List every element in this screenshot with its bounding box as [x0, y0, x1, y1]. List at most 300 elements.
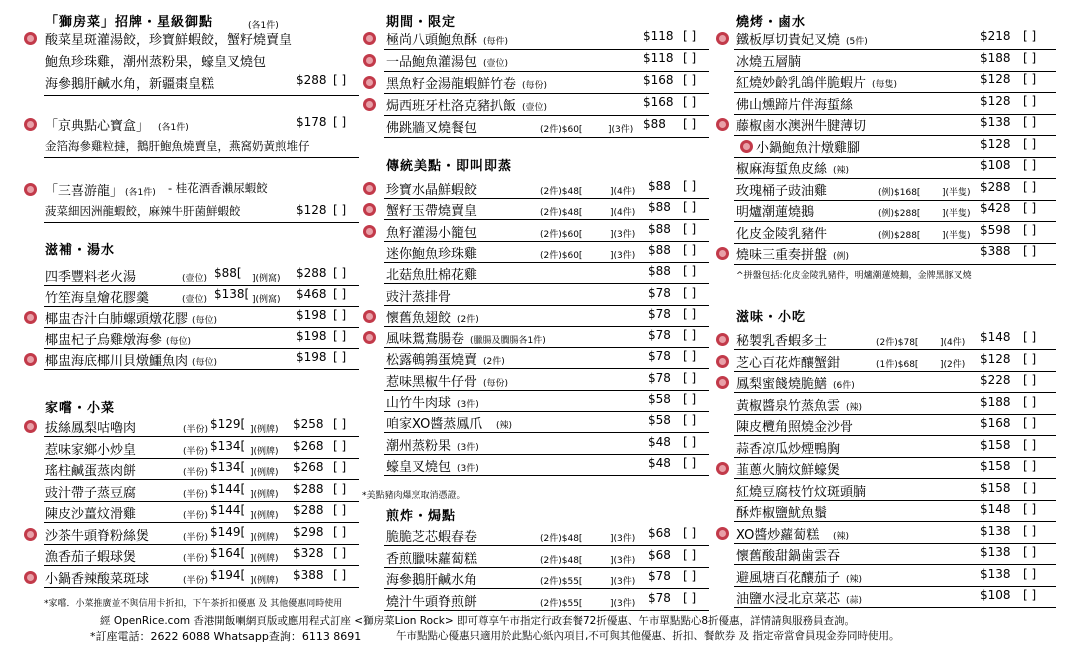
row-divider	[734, 392, 1056, 393]
fried-option-large: ](3件)	[610, 598, 636, 609]
row-divider	[44, 95, 359, 96]
lotus-logo-icon	[363, 54, 376, 67]
dimsum-item-price: $88	[648, 264, 671, 279]
lotus-logo-icon	[24, 420, 37, 433]
dimsum-qty-box[interactable]: [ ]	[683, 285, 697, 300]
veg-full-price: $298	[293, 524, 324, 539]
row-divider	[44, 522, 359, 523]
veg-half-label: (半份)	[183, 468, 209, 478]
veg-item-name: 陳皮沙薑炆滑雞	[45, 507, 137, 522]
dimsum-item-price: $88	[648, 221, 671, 236]
dimsum-item-price: $58	[648, 413, 671, 428]
fried-option-small[interactable]: (2件)$55[	[540, 598, 583, 609]
soup-portion-large: ](例窩)	[252, 274, 281, 284]
bbq-item-name: 冰燒五層腩	[736, 54, 802, 70]
set3-qty-box[interactable]: [ ]	[333, 203, 347, 217]
lotus-logo-icon	[716, 527, 729, 540]
set2-price: $178	[296, 115, 327, 129]
snack-qty-box[interactable]: [ ]	[1023, 351, 1037, 366]
bbq-option-small[interactable]: (例)$288[	[878, 209, 921, 219]
snack-qty-box[interactable]: [ ]	[1023, 588, 1037, 602]
soup-price-small[interactable]: $138[	[214, 287, 250, 301]
veg-half-price[interactable]: $194[	[210, 567, 246, 582]
limited-item-name: 黑魚籽金湯龍蝦鮮竹卷	[386, 77, 517, 92]
veg-full-label: ](例牌)	[250, 489, 279, 500]
snack-item-name: 韮蔥火腩炆鮮蠔煲	[736, 463, 841, 478]
dimsum-qty-box[interactable]: [ ]	[683, 200, 697, 215]
soup-portion-small: (壹位)	[182, 295, 208, 305]
veg-half-label: (半份)	[183, 532, 209, 543]
bbq-qty-box[interactable]: [ ]	[1023, 201, 1037, 215]
dimsum-option-small[interactable]: (2件)$48[	[540, 187, 583, 197]
snack-item-price: $138	[980, 545, 1011, 559]
set3-desc: 菠菜細因洲龍蝦餃，麻辣牛肝菌鮮蝦餃	[45, 204, 241, 218]
set3-title2: - 桂花酒香瀨尿蝦餃	[168, 181, 268, 195]
row-divider	[734, 564, 1056, 565]
bbq-option-large: ](半隻)	[942, 230, 971, 241]
row-divider	[734, 607, 1056, 608]
bbq-item-name: 藤椒鹵水澳洲牛腱薄切	[736, 119, 867, 134]
row-divider	[384, 588, 709, 589]
veg-qty-box[interactable]: [ ]	[333, 438, 347, 453]
lotus-logo-icon	[363, 32, 376, 45]
dimsum-item-name: 潮州蒸粉果	[386, 438, 452, 454]
dimsum-item-price: $48	[648, 434, 671, 449]
limited-qty-box[interactable]: [ ]	[683, 29, 697, 43]
fried-item-price: $68	[648, 547, 671, 562]
dimsum-item-price: $78	[648, 349, 671, 364]
snack-item-name: 芝心百花炸釀蟹鉗	[736, 355, 841, 371]
snack-item-tag: (辣)	[846, 574, 863, 585]
dimsum-qty-box[interactable]: [ ]	[683, 242, 697, 257]
veg-qty-box[interactable]: [ ]	[333, 567, 347, 582]
dimsum-item-name: 豉汁蒸排骨	[386, 289, 452, 305]
snack-qty-box[interactable]: [ ]	[1023, 373, 1037, 387]
dimsum-item-price: $78	[648, 285, 671, 300]
row-divider	[384, 545, 709, 546]
veg-half-label: (半份)	[183, 511, 209, 521]
veg-full-price: $268	[293, 438, 324, 453]
row-divider	[44, 306, 359, 307]
bbq-item-price: $388	[980, 244, 1011, 258]
snack-qty-box[interactable]: [ ]	[1023, 523, 1037, 538]
veg-half-price[interactable]: $134[	[210, 438, 246, 453]
snack-qty-box[interactable]: [ ]	[1023, 480, 1037, 495]
snack-item-price: $228	[980, 373, 1011, 387]
lotus-logo-icon	[363, 225, 376, 238]
bbq-item-name: 紅燒妙齡乳鴿伴脆蝦片	[736, 76, 867, 91]
signature-item-line: 鮑魚珍珠雞，潮州蒸粉果，蠔皇叉燒包	[45, 55, 267, 70]
veg-item-name: 瑤柱鹹蛋蒸肉餅	[45, 464, 137, 479]
dimsum-item-price: $88	[648, 179, 671, 193]
lotus-logo-icon	[24, 571, 37, 584]
row-divider	[734, 500, 1056, 501]
dimsum-item-tag: (辣)	[496, 421, 513, 432]
dimsum-item-name: 蟹籽玉帶燒賣皇	[386, 204, 478, 220]
fried-item-price: $78	[648, 569, 671, 583]
dimsum-qty-box[interactable]: [ ]	[683, 370, 697, 385]
limited-item-name: 一品鮑魚灌湯包	[386, 55, 478, 70]
lotus-logo-icon	[716, 376, 729, 389]
bbq-item-price: $428	[980, 201, 1011, 215]
snack-qty-box[interactable]: [ ]	[1023, 416, 1037, 430]
veg-qty-box[interactable]: [ ]	[333, 460, 347, 474]
snack-item-name: 鳳梨蜜餞燒脆鱔	[736, 377, 828, 392]
row-divider	[44, 369, 359, 370]
fried-qty-box[interactable]: [ ]	[683, 526, 697, 540]
fried-option-small[interactable]: (2件)$48[	[540, 534, 583, 544]
limited-option-large: ](3件)	[608, 125, 634, 135]
bbq-item-name: 椒麻海蜇魚皮絲	[736, 162, 828, 177]
row-divider	[384, 390, 709, 391]
dimsum-qty-box[interactable]: [ ]	[683, 264, 697, 279]
snack-item-price: $148	[980, 502, 1011, 516]
veg-item-name: 拔絲鳳梨咕嚕肉	[45, 421, 137, 436]
dimsum-qty-box[interactable]: [ ]	[683, 455, 697, 470]
snack-item-name: XO醬炒蘿蔔糕	[736, 527, 820, 543]
row-divider	[734, 349, 1056, 350]
veg-qty-box[interactable]: [ ]	[333, 481, 347, 496]
bbq-qty-box[interactable]: [ ]	[1023, 29, 1037, 43]
snack-item-name: 蒜香凉瓜炒煙鴨胸	[736, 441, 841, 457]
row-divider	[384, 283, 709, 284]
fried-section-title: 煎炸・焗點	[386, 509, 457, 524]
bbq-item-price: $128	[980, 93, 1011, 108]
veg-half-label: (半份)	[183, 425, 209, 435]
snack-item-name: 油鹽水浸北京菜芯	[736, 592, 841, 607]
soup-portion-small: (壹位)	[182, 274, 208, 284]
row-divider	[44, 222, 359, 223]
row-divider	[384, 347, 709, 348]
veg-half-price[interactable]: $144[	[210, 503, 246, 517]
fried-item-name: 海參鵝肝鹹水角	[386, 573, 478, 588]
snack-item-tag: (辣)	[833, 531, 850, 542]
lotus-logo-icon	[363, 76, 376, 89]
veg-qty-box[interactable]: [ ]	[333, 546, 347, 560]
limited-option-small[interactable]: (2件)$60[	[540, 125, 583, 135]
soup-section-title: 滋補・湯水	[45, 243, 116, 258]
soup-qty-box[interactable]: [ ]	[333, 266, 347, 280]
bbq-qty-box[interactable]: [ ]	[1023, 244, 1037, 258]
dimsum-item-name: 惹味黑椒牛仔骨	[386, 374, 478, 390]
footer-terms: 午市點點心優惠只適用於此點心紙內項目,不可與其他優惠、折扣、餐飲券 及 指定帝當會員現金券同時使用。	[396, 630, 900, 642]
snack-item-price: $158	[980, 480, 1011, 495]
fried-qty-box[interactable]: [ ]	[683, 569, 697, 583]
dimsum-qty-box[interactable]: [ ]	[683, 221, 697, 236]
signature-price: $288	[296, 73, 327, 87]
veg-half-price[interactable]: $164[	[210, 546, 246, 560]
snack-qty-box[interactable]: [ ]	[1023, 330, 1037, 344]
bbq-item-name: 化皮金陵乳豬件	[736, 226, 828, 242]
lotus-logo-icon	[24, 183, 37, 196]
snack-option-small[interactable]: (2件)$78[	[876, 338, 919, 348]
dimsum-item-price: $78	[648, 328, 671, 343]
snack-qty-box[interactable]: [ ]	[1023, 394, 1037, 409]
soup-price-small[interactable]: $88[	[214, 266, 242, 280]
dimsum-qty-box[interactable]: [ ]	[683, 413, 697, 428]
lotus-logo-icon	[363, 182, 376, 195]
row-divider	[44, 348, 359, 349]
soup-item-name: 椰盅海底椰川貝燉鱷魚肉	[45, 354, 189, 369]
lotus-logo-icon	[716, 32, 729, 45]
soup-item-price: $198	[296, 308, 327, 322]
veg-half-label: (半份)	[183, 575, 209, 586]
fried-option-large: ](3件)	[610, 534, 636, 544]
soup-item-price: $198	[296, 350, 327, 364]
row-divider	[384, 368, 709, 369]
lotus-logo-icon	[24, 32, 37, 45]
fried-option-small[interactable]: (2件)$48[	[540, 555, 583, 566]
dimsum-qty-box[interactable]: [ ]	[683, 392, 697, 406]
veg-item-name: 豉汁帶子蒸豆腐	[45, 485, 137, 501]
lotus-logo-icon	[24, 353, 37, 366]
fried-option-small[interactable]: (2件)$55[	[540, 577, 583, 587]
footer-booking-phone: *訂座電話：2622 6088 Whatsapp查詢：6113 8691	[90, 630, 362, 643]
dimsum-item-price: $78	[648, 306, 671, 321]
bbq-item-price: $138	[980, 115, 1011, 129]
snack-qty-box[interactable]: [ ]	[1023, 566, 1037, 581]
dimsum-item-name: 咱家XO醬蒸鳳爪	[386, 417, 483, 433]
signature-item-line: 酸菜星斑灌湯餃，珍寶鮮蝦餃，蟹籽燒賣皇	[45, 33, 293, 48]
dimsum-item-name: 北菇魚肚棉花雞	[386, 268, 478, 284]
lotus-logo-icon	[363, 98, 376, 111]
snack-item-tag: (辣)	[846, 402, 863, 413]
row-divider	[734, 414, 1056, 415]
veg-qty-box[interactable]: [ ]	[333, 524, 347, 539]
set3-title: 「三喜游龍」	[45, 184, 124, 199]
bbq-qty-box[interactable]: [ ]	[1023, 93, 1037, 108]
veg-full-price: $258	[293, 417, 324, 431]
lotus-logo-icon	[24, 311, 37, 324]
dimsum-qty-box[interactable]: [ ]	[683, 179, 697, 193]
snack-option-small[interactable]: (1件)$68[	[876, 359, 919, 370]
bbq-option-large: ](半隻)	[942, 187, 971, 198]
row-divider	[734, 457, 1056, 458]
soup-item-price: $288	[296, 266, 327, 280]
limited-item-name: 佛跳牆叉燒餐包	[386, 121, 478, 136]
row-divider	[734, 543, 1056, 544]
bbq-item-price: $128	[980, 72, 1011, 86]
dimsum-item-name: 山竹牛肉球	[386, 396, 452, 411]
snack-item-tag: (6件)	[833, 381, 855, 391]
bbq-item-tag: (例)	[833, 252, 850, 262]
snack-item-name: 酥炸椒鹽魷魚鬚	[736, 506, 828, 521]
row-divider	[384, 305, 709, 306]
row-divider	[384, 241, 709, 242]
veg-half-label: (半份)	[183, 554, 209, 564]
set2-title: 「京典點心寶盒」	[45, 119, 150, 134]
limited-qty-box[interactable]: [ ]	[683, 117, 697, 131]
veg-full-price: $268	[293, 460, 324, 474]
dimsum-item-tag: (3件)	[457, 463, 479, 474]
bbq-option-large: ](半隻)	[942, 209, 971, 219]
fried-option-large: ](3件)	[610, 577, 636, 587]
veg-section-title: 家嚐・小菜	[45, 401, 116, 416]
row-divider	[384, 71, 709, 72]
soup-item-name: 椰盅杞子烏雞燉海參	[45, 333, 163, 348]
fried-item-name: 燒汁牛頭脊煎餅	[386, 594, 478, 610]
limited-item-name: 焗西班牙杜洛克豬扒飯	[386, 99, 517, 114]
veg-full-price: $388	[293, 567, 324, 582]
veg-full-label: ](例牌)	[250, 511, 279, 521]
row-divider	[384, 198, 709, 199]
bbq-item-price: $108	[980, 158, 1011, 172]
snack-qty-box[interactable]: [ ]	[1023, 545, 1037, 559]
bbq-item-price: $288	[980, 179, 1011, 194]
bbq-option-small[interactable]: (例)$168[	[878, 187, 921, 198]
dimsum-option-small[interactable]: (2件)$60[	[540, 229, 583, 240]
soup-qty-box[interactable]: [ ]	[333, 308, 347, 322]
dimsum-qty-box[interactable]: [ ]	[683, 434, 697, 449]
section-tag: (各1件)	[248, 21, 279, 31]
bbq-qty-box[interactable]: [ ]	[1023, 222, 1037, 237]
bbq-item-name: 鐵板厚切貴妃叉燒	[736, 33, 841, 48]
row-divider	[44, 565, 359, 566]
bbq-section-title: 燒烤・鹵水	[736, 15, 807, 30]
row-divider	[734, 264, 1056, 265]
soup-item-price: $198	[296, 329, 327, 343]
veg-half-price[interactable]: $144[	[210, 481, 246, 496]
soup-qty-box[interactable]: [ ]	[333, 329, 347, 343]
snack-qty-box[interactable]: [ ]	[1023, 437, 1037, 452]
snack-item-price: $188	[980, 394, 1011, 409]
veg-qty-box[interactable]: [ ]	[333, 503, 347, 517]
bbq-qty-box[interactable]: [ ]	[1023, 158, 1037, 172]
veg-half-price[interactable]: $134[	[210, 460, 246, 474]
veg-half-label: (半份)	[183, 446, 209, 457]
limited-item-tag: (每份)	[522, 81, 548, 91]
dimsum-qty-box[interactable]: [ ]	[683, 349, 697, 364]
bbq-qty-box[interactable]: [ ]	[1023, 50, 1037, 65]
snack-qty-box[interactable]: [ ]	[1023, 502, 1037, 516]
lotus-logo-icon	[363, 310, 376, 323]
dimsum-item-name: 蠔皇叉燒包	[386, 459, 452, 475]
lotus-logo-icon	[740, 140, 753, 153]
dimsum-qty-box[interactable]: [ ]	[683, 306, 697, 321]
bbq-item-name: 燒味三重奏拼盤	[736, 248, 828, 263]
dimsum-option-large: ](3件)	[610, 229, 636, 240]
dimsum-option-large: ](3件)	[610, 250, 636, 261]
set3-tag: (各1件)	[125, 188, 156, 198]
veg-item-name: 惹味家鄉小炒皇	[45, 442, 137, 458]
lotus-logo-icon	[716, 462, 729, 475]
dimsum-item-price: $78	[648, 370, 671, 385]
bbq-qty-box[interactable]: [ ]	[1023, 72, 1037, 86]
soup-item-name: 四季豐料老火湯	[45, 270, 137, 285]
fried-item-price: $68	[648, 526, 671, 540]
bbq-item-tag: (每隻)	[872, 80, 898, 90]
veg-full-label: ](例牌)	[250, 532, 279, 543]
veg-item-name: 漁香茄子蝦球煲	[45, 550, 137, 565]
snack-item-name: 懷舊酸甜鍋歯雲吞	[736, 549, 841, 564]
bbq-qty-box[interactable]: [ ]	[1023, 115, 1037, 129]
row-divider	[384, 49, 709, 50]
row-divider	[734, 586, 1056, 587]
limited-section-title: 期間・限定	[386, 15, 457, 30]
veg-footnote: *家嚐．小菜推廣並不與信用卡折扣，下午茶折扣優惠 及 其他優惠同時使用	[44, 599, 343, 609]
row-divider	[384, 326, 709, 327]
lotus-logo-icon	[363, 203, 376, 216]
set2-desc: 金箔海參雞粒撻，鵝肝鮑魚燒賣皇，燕窩奶黃煎堆仔	[45, 139, 310, 153]
fried-qty-box[interactable]: [ ]	[683, 547, 697, 562]
lotus-logo-icon	[716, 333, 729, 346]
dimsum-item-tag: (臘腸及膶腸各1件)	[470, 336, 546, 347]
row-divider	[734, 371, 1056, 372]
signature-section-title: 「獅房菜」招牌・星級御點	[45, 15, 214, 30]
set2-qty-box[interactable]: [ ]	[333, 115, 347, 129]
veg-full-price: $328	[293, 546, 324, 560]
snack-item-price: $168	[980, 416, 1011, 430]
dimsum-item-tag: (2件)	[457, 314, 479, 325]
fried-qty-box[interactable]: [ ]	[683, 590, 697, 605]
bbq-item-name: 明爐潮蓮燒鵝	[736, 205, 815, 220]
snack-item-name: 紅燒豆腐枝竹炆斑頭腩	[736, 484, 867, 500]
row-divider	[44, 501, 359, 502]
row-divider	[384, 610, 709, 611]
row-divider	[734, 435, 1056, 436]
fried-option-large: ](3件)	[610, 555, 636, 566]
dimsum-item-tag: (2件)	[483, 357, 505, 368]
dimsum-qty-box[interactable]: [ ]	[683, 328, 697, 343]
soup-qty-box[interactable]: [ ]	[333, 287, 347, 301]
snack-item-name: 陳皮欖角照燒金沙骨	[736, 420, 854, 435]
limited-item-price: $88	[643, 117, 666, 131]
bbq-item-name: 小鍋鮑魚汁燉雞腳	[756, 140, 861, 156]
bbq-qty-box[interactable]: [ ]	[1023, 179, 1037, 194]
veg-qty-box[interactable]: [ ]	[333, 417, 347, 431]
limited-qty-box[interactable]: [ ]	[683, 95, 697, 109]
row-divider	[384, 475, 709, 476]
bbq-qty-box[interactable]: [ ]	[1023, 136, 1037, 151]
bbq-item-price: $218	[980, 29, 1011, 43]
dimsum-option-large: ](4件)	[610, 187, 636, 197]
soup-item-tag: (每位)	[192, 358, 218, 368]
fried-item-price: $78	[648, 590, 671, 605]
limited-qty-box[interactable]: [ ]	[683, 73, 697, 87]
veg-half-price[interactable]: $129[	[210, 417, 246, 431]
bbq-footnote: ^拼盤包括:化皮金陵乳豬件，明爐潮蓮燒鵝，金牌黑豚叉燒	[736, 271, 972, 281]
dimsum-item-tag: (每份)	[483, 378, 509, 389]
veg-full-label: ](例牌)	[250, 554, 279, 564]
soup-qty-box[interactable]: [ ]	[333, 350, 347, 364]
snack-item-price: $158	[980, 459, 1011, 473]
veg-half-price[interactable]: $149[	[210, 524, 246, 539]
soup-item-name: 椰盅杏汁白肺螺頭燉花膠	[45, 312, 189, 327]
bbq-item-name: 玫瑰桶子豉油雞	[736, 183, 828, 199]
dimsum-option-small[interactable]: (2件)$48[	[540, 208, 583, 219]
row-divider	[384, 567, 709, 568]
fried-item-name: 香煎臘味蘿蔔糕	[386, 551, 478, 567]
lotus-logo-icon	[716, 355, 729, 368]
limited-qty-box[interactable]: [ ]	[683, 51, 697, 65]
dimsum-item-name: 魚籽灌湯小籠包	[386, 225, 478, 241]
veg-full-label: ](例牌)	[250, 468, 279, 478]
soup-portion-large: ](例窩)	[252, 295, 281, 305]
dimsum-option-small[interactable]: (2件)$60[	[540, 250, 583, 261]
bbq-item-tag: (5件)	[846, 37, 868, 47]
lotus-logo-icon	[24, 528, 37, 541]
snack-qty-box[interactable]: [ ]	[1023, 459, 1037, 473]
snack-option-large: ](4件)	[940, 338, 966, 348]
limited-item-tag: (壹位)	[522, 103, 548, 113]
signature-qty-box[interactable]: [ ]	[333, 73, 347, 87]
bbq-option-small[interactable]: (例)$288[	[878, 230, 921, 241]
signature-item-line: 海參鵝肝鹹水角，新疆棗皇糕	[45, 77, 215, 92]
row-divider	[384, 411, 709, 412]
lotus-logo-icon	[363, 331, 376, 344]
limited-item-price: $118	[643, 51, 674, 65]
snack-item-name: 避風塘百花釀茄子	[736, 570, 841, 586]
